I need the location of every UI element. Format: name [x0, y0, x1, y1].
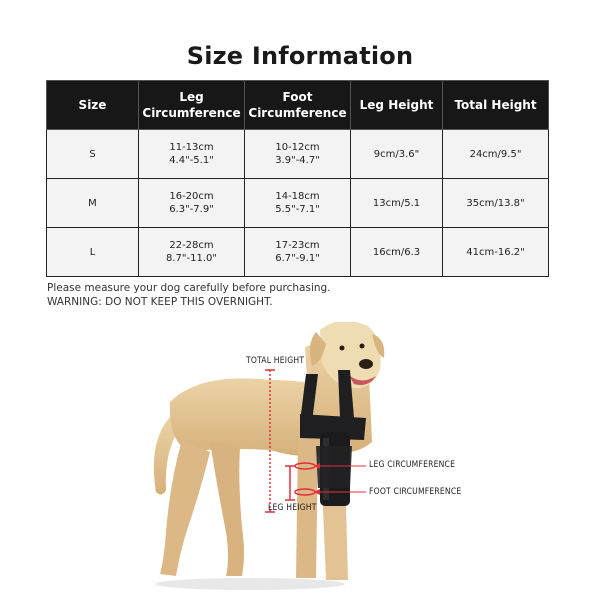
foot-circumference-label: FOOT CIRCUMFERENCE [369, 487, 462, 497]
header-foot-circumference: Foot Circumference [245, 81, 351, 130]
warning-note: WARNING: DO NOT KEEP THIS OVERNIGHT. [47, 296, 273, 308]
header-leg-circumference: Leg Circumference [139, 81, 245, 130]
size-cell: M [47, 179, 139, 228]
size-cell: L [47, 228, 139, 277]
leg-height-label: LEG HEIGHT [268, 503, 317, 513]
leg-circumference-cell: 16-20cm 6.3"-7.9" [139, 179, 245, 228]
leg-circumference-ring [295, 463, 315, 469]
leg-circumference-label: LEG CIRCUMFERENCE [369, 460, 456, 470]
leg-circumference-cell: 11-13cm 4.4"-5.1" [139, 130, 245, 179]
total-height-cell: 24cm/9.5" [443, 130, 549, 179]
total-height-cell: 41cm-16.2" [443, 228, 549, 277]
total-height-cell: 35cm/13.8" [443, 179, 549, 228]
size-cell: S [47, 130, 139, 179]
header-total-height: Total Height [443, 81, 549, 130]
foot-circumference-cell: 10-12cm 3.9"-4.7" [245, 130, 351, 179]
leg-height-cell: 9cm/3.6" [351, 130, 443, 179]
foot-circumference-cell: 17-23cm 6.7"-9.1" [245, 228, 351, 277]
leg-height-cell: 16cm/6.3 [351, 228, 443, 277]
total-height-label: TOTAL HEIGHT [246, 356, 305, 366]
header-leg-height: Leg Height [351, 81, 443, 130]
leg-height-cell: 13cm/5.1 [351, 179, 443, 228]
foot-circumference-cell: 14-18cm 5.5"-7.1" [245, 179, 351, 228]
measure-note: Please measure your dog carefully before purchasing. [47, 282, 331, 294]
page-title: Size Information [186, 42, 414, 70]
leg-circumference-cell: 22-28cm 8.7"-11.0" [139, 228, 245, 277]
header-size: Size [47, 81, 139, 130]
foot-circumference-ring [295, 489, 315, 495]
